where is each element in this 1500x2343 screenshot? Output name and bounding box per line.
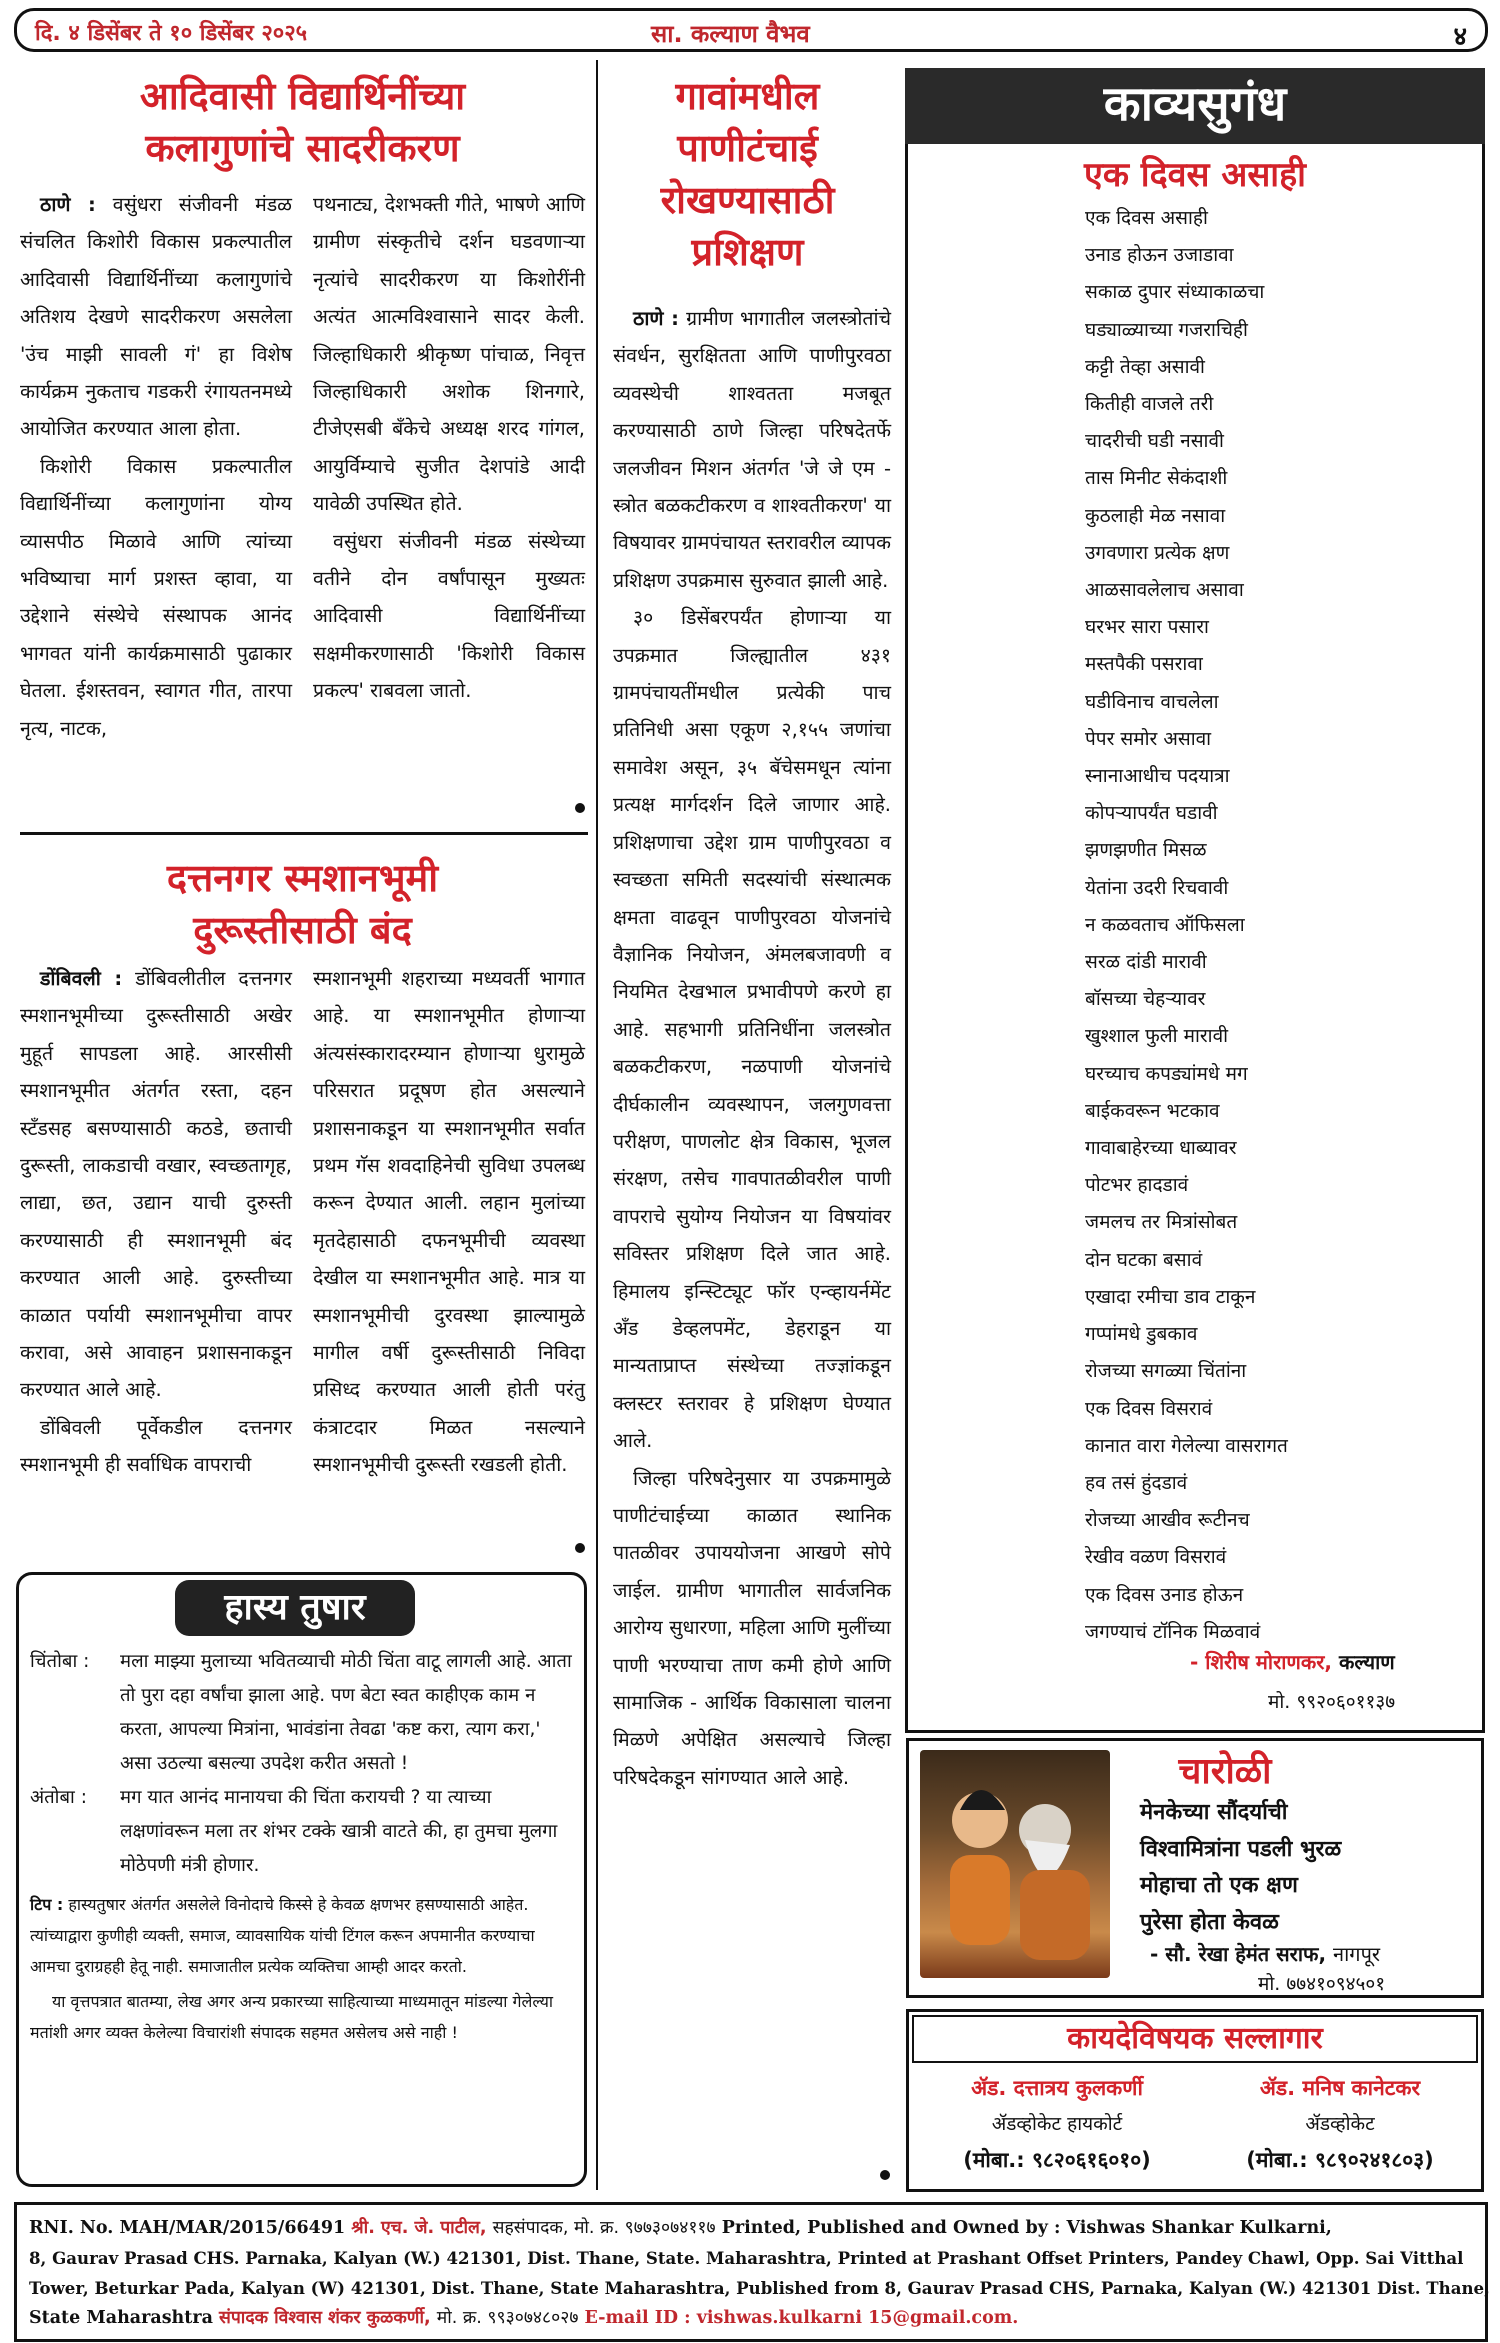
poem-line: चादरीची घडी नसावी: [1085, 430, 1224, 453]
poem-line: जगण्याचं टॉनिक मिळवावं: [1085, 1620, 1261, 1643]
humor-title: हास्य तुषार: [175, 1580, 415, 1636]
page-header: [14, 8, 1488, 52]
poem-line: गप्पांमधे डुबकाव: [1085, 1323, 1198, 1346]
poem-line: खुश्शाल फुली मारावी: [1085, 1025, 1229, 1048]
poem-line: सरळ दांडी मारावी: [1085, 951, 1207, 974]
humor-content: चिंतोबा : मला माझ्या मुलाच्या भवितव्याची मोठी चिंता वाटू लागली आहे. आता तो पुरा दहा वर्षांचा झाला आहे. पण बेटा स्वत काहीएक काम न करता, आपल्या मित्रांना, भावंडांना तेवढा 'कष्ट करा, त्याग करा,' असा उठल्या बसल्या उपदेश करीत असतो ! अंतोबा : मग यात आनंद मानायचा की चिंता करायची ? या त्याच्या लक्षणांवरून मला तर शंभर टक्के खात्री वाटते की, हा तुमचा मुलगा मोठेपणी मंत्री होणार. टिप : हास्यतुषार अंतर्गत असलेले विनोदाचे किस्से हे केवळ क्षणभर हसण्यासाठी आहेत. त्यांच्याद्वारा कुणीही व्यक्ती, समाज, व्यावसायिक यांची टिंगल करून अपमानीत करण्याचा आमचा दुराग्रहही हेतू नाही. समाजातील प्रत्येक व्यक्तिचा आम्ही आदर करतो. या वृत्तपत्रात बातम्या, लेख अगर अन्य प्रकारच्या साहित्याच्या माध्यमातून मांडल्या गेलेल्या मतांशी अगर व्यक्त केलेल्या विचारांशी संपादक सहमत असेलच असे नाही !: [30, 1645, 575, 2048]
dateline: ठाणे :: [40, 193, 96, 216]
poem-line: गावाबाहेरच्या धाब्यावर: [1085, 1137, 1237, 1160]
newspaper-name: सा. कल्याण वैभव: [651, 20, 810, 48]
poem-line: पोटभर हादडावं: [1085, 1174, 1189, 1197]
poem-line: सकाळ दुपार संध्याकाळचा: [1085, 281, 1265, 304]
end-dot: [575, 1543, 585, 1553]
poem-line: येतांना उदरी रिचवावी: [1085, 876, 1229, 899]
poem-line: एक दिवस विसरावं: [1085, 1397, 1213, 1420]
charoli-line: मोहाचा तो एक क्षण: [1140, 1873, 1298, 1898]
advocate-2: ॲड. मनिष कानेटकर ॲडव्होकेट (मोबा.: ९८९०२४१८०३): [1246, 2076, 1434, 2172]
charoli-line: मेनकेच्या सौंदर्याची: [1140, 1800, 1288, 1825]
poem-line: एक दिवस उनाड होऊन: [1085, 1583, 1244, 1606]
end-dot: [575, 803, 585, 813]
poem-line: घड्याळ्याच्या गजराचिही: [1085, 318, 1248, 341]
speaker: अंतोबा :: [30, 1787, 87, 1808]
poem-line: पेपर समोर असावा: [1085, 727, 1212, 750]
poem-line: बॉसच्या चेहऱ्यावर: [1085, 988, 1206, 1011]
imprint-footer: RNI. No. MAH/MAR/2015/66491 श्री. एच. जे. पाटील, सहसंपादक, मो. क्र. ९७७३०७४११७ Printed, Published and Owned by : Vishwas Shankar Kulkarni, 8, Gaurav Prasad CHS. Parnaka, Kalyan (W.) 421301, Dist. Thane, State. Maharashtra, Printed at Prashant Offset Printers, Pandey Chawl, Opp. Sai Vitthal Tower, Beturkar Pada, Kalyan (W) 421301, Dist. Thane, State Maharashtra, Published from 8, Gaurav Prasad CHS, Parnaka, Kalyan (W.) 421301 Dist. Thane, State Maharashtra संपादक विश्वास शंकर कुळकर्णी, मो. क्र. ९९३०७४८०२७ E-mail ID : vishwas.kulkarni 15@gmail.com.: [14, 2202, 1488, 2342]
poem-line: रेखीव वळण विसरावं: [1085, 1546, 1227, 1569]
poem-author: - शिरीष मोराणकर, कल्याण: [1190, 1650, 1395, 1674]
disclaimer: या वृत्तपत्रात बातम्या, लेख अगर अन्य प्रकारच्या साहित्याच्या माध्यमातून मांडल्या गेलेल्या मतांशी अगर व्यक्त केलेल्या विचारांशी संपादक सहमत असेलच असे नाही !: [30, 1992, 554, 2042]
speaker: चिंतोबा :: [30, 1651, 90, 1672]
poem-line: रोजच्या सगळ्या चिंतांना: [1085, 1360, 1247, 1383]
poem-line: न कळवताच ऑफिसला: [1085, 913, 1245, 936]
article1-col2: पथनाट्य, देशभक्ती गीते, भाषणे आणि ग्रामीण संस्कृतीचे दर्शन घडवणाऱ्या नृत्यांचे सादरीकरण या किशोरींनी अत्यंत आत्मविश्वासाने सादर केली. जिल्हाधिकारी श्रीकृष्ण पांचाळ, निवृत्त जिल्हाधिकारी अशोक शिनगारे, टीजेएसबी बँकेचे अध्यक्ष शरद गांगल, आयुर्विम्याचे सुजीत देशपांडे आदी यावेळी उपस्थित होते. वसुंधरा संजीवनी मंडळ संस्थेच्या वतीने दोन वर्षांपासून मुख्यतः आदिवासी विद्यार्थिनींच्या सक्षमीकरणासाठी 'किशोरी विकास प्रकल्प' राबवला जातो.: [313, 193, 585, 703]
column-divider: [596, 60, 598, 2190]
page-number: ४: [1453, 22, 1467, 52]
poem-line: एखादा रमीचा डाव टाकून: [1085, 1285, 1256, 1308]
divider: [20, 832, 588, 835]
legal-title: कायदेविषयक सल्लागार: [912, 2015, 1478, 2063]
charoli-lines: [1140, 1795, 1341, 1941]
poem-line: तास मिनीट सेकंदाशी: [1085, 467, 1228, 490]
poem-line: दोन घटका बसावं: [1085, 1248, 1203, 1271]
poem-line: स्नानाआधीच पदयात्रा: [1085, 765, 1230, 788]
poem-line: उगवणारा प्रत्येक क्षण: [1085, 541, 1230, 564]
tip-label: टिप :: [30, 1895, 64, 1914]
poem-title: एक दिवस असाही: [1084, 155, 1306, 195]
article1-col1: ठाणे : वसुंधरा संजीवनी मंडळ संचलित किशोरी विकास प्रकल्पातील आदिवासी विद्यार्थिनींच्या कलागुणांचे अतिशय देखणे सादरीकरण असलेला 'उंच माझी सावली गं' हा विशेष कार्यक्रम नुकताच गडकरी रंगायतनमध्ये आयोजित करण्यात आला होता. किशोरी विकास प्रकल्पातील विद्यार्थिनींच्या कलागुणांना योग्य व्यासपीठ मिळावे आणि त्यांच्या भविष्याचा मार्ग प्रशस्त व्हावा, या उद्देशाने संस्थेचे संस्थापक आनंद भागवत यांनी कार्यक्रमासाठी पुढाकार घेतला. ईशस्तवन, स्वागत गीत, तारपा नृत्य, नाटक,: [20, 193, 292, 740]
dateline: डोंबिवली :: [40, 967, 123, 990]
poem-line: कुठलाही मेळ नसावा: [1085, 504, 1226, 527]
poem-line: कट्टी तेव्हा असावी: [1085, 355, 1205, 378]
poem-line: घडीविनाच वाचलेला: [1085, 690, 1219, 713]
article1-title: आदिवासी विद्यार्थिनींच्या कलागुणांचे सादरीकरण: [139, 74, 466, 170]
poem-line: जमलच तर मित्रांसोबत: [1085, 1211, 1238, 1234]
poem-lines: [1085, 200, 1288, 1651]
poem-section-title: काव्यसुगंध: [905, 68, 1485, 144]
charoli-line: विश्वामित्रांना पडली भुरळ: [1140, 1836, 1342, 1862]
poem-line: आळसावलेलाच असावा: [1085, 579, 1244, 602]
charoli-author: - सौ. रेखा हेमंत सराफ, नागपूर: [1150, 1942, 1381, 1966]
poem-mobile: मो. ९९२०६०११३७: [1268, 1691, 1396, 1713]
article2-title: गावांमधील पाणीटंचाई रोखण्यासाठी प्रशिक्षण: [660, 74, 835, 274]
poem-line: एक दिवस असाही: [1085, 207, 1208, 229]
poem-line: कानात वारा गेलेल्या वासरागत: [1085, 1434, 1288, 1457]
poem-line: घरभर सारा पसारा: [1085, 616, 1209, 639]
article3-col1: डोंबिवली : डोंबिवलीतील दत्तनगर स्मशानभूमीच्या दुरूस्तीसाठी अखेर मुहूर्त सापडला आहे. आरसीसी स्मशानभूमीत अंतर्गत रस्ता, दहन स्टँडसह बसण्यासाठी कठडे, छताची दुरूस्ती, लाकडाची वखार, स्वच्छतागृह, लाद्या, छत, उद्यान याची दुरुस्ती करण्यासाठी ही स्मशानभूमी बंद करण्यात आली आहे. दुरुस्तीच्या काळात पर्यायी स्मशानभूमीचा वापर करावा, असे आवाहन प्रशासनाकडून करण्यात आले आहे. डोंबिवली पूर्वेकडील दत्तनगर स्मशानभूमी ही सर्वाधिक वापराची: [20, 967, 292, 1477]
poem-line: बाईकवरून भटकाव: [1085, 1099, 1220, 1122]
article3-title: दत्तनगर स्मशानभूमी दुरूस्तीसाठी बंद: [166, 856, 439, 952]
end-dot: [880, 2170, 890, 2180]
article2-body: ठाणे : ग्रामीण भागातील जलस्त्रोतांचे संवर्धन, सुरक्षितता आणि पाणीपुरवठा व्यवस्थेची शाश्वतता मजबूत करण्यासाठी ठाणे जिल्हा परिषदेतर्फे जलजीवन मिशन अंतर्गत 'जे जे एम - स्त्रोत बळकटीकरण व शाश्वतीकरण' या विषयावर ग्रामपंचायत स्तरावरील व्यापक प्रशिक्षण उपक्रमास सुरुवात झाली आहे. ३० डिसेंबरपर्यंत होणाऱ्या या उपक्रमात जिल्ह्यातील ४३१ ग्रामपंचायतींमधील प्रत्येकी पाच प्रतिनिधी असा एकूण २,१५५ जणांचा समावेश असून, ३५ बॅचेसमधून त्यांना प्रत्यक्ष मार्गदर्शन दिले जाणार आहे. प्रशिक्षणाचा उद्देश ग्राम पाणीपुरवठा व स्वच्छता समिती सदस्यांची संस्थात्मक क्षमता वाढवून पाणीपुरवठा योजनांचे वैज्ञानिक नियोजन, अंमलबजावणी व नियमित देखभाल प्रभावीपणे करणे हा आहे. सहभागी प्रतिनिधींना जलस्त्रोत बळकटीकरण, नळपाणी योजनांचे दीर्घकालीन व्यवस्थापन, जलगुणवत्ता परीक्षण, पाणलोट क्षेत्र विकास, भूजल संरक्षण, तसेच गावपातळीवरील पाणी वापराचे सुयोग्य नियोजन या विषयांवर सविस्तर प्रशिक्षण दिले जात आहे. हिमालय इन्स्टिट्यूट फॉर एन्व्हायर्नमेंट अँड डेव्हलपमेंट, डेहराडून या मान्यताप्राप्त संस्थेच्या तज्ज्ञांकडून क्लस्टर स्तरावर हे प्रशिक्षण घेण्यात आले. जिल्हा परिषदेनुसार या उपक्रमामुळे पाणीटंचाईच्या काळात स्थानिक पातळीवर उपाययोजना आखणे सोपे जाईल. ग्रामीण भागातील सार्वजनिक आरोग्य सुधारणा, महिला आणि मुलींच्या पाणी भरण्याचा ताण कमी होणे आणि सामाजिक - आर्थिक विकासाला चालना मिळणे अपेक्षित असल्याचे जिल्हा परिषदेकडून सांगण्यात आले आहे.: [613, 307, 891, 1789]
advocate-1: ॲड. दत्तात्रय कुलकर्णी ॲडव्होकेट हायकोर्ट (मोबा.: ९८२०६१६०१०): [963, 2076, 1151, 2172]
poem-line: रोजच्या आखीव रूटीनच: [1085, 1509, 1250, 1532]
poem-line: घरच्याच कपड्यांमधे मग: [1085, 1062, 1248, 1085]
sage-illustration: [920, 1750, 1110, 1978]
poem-line: हव तसं हुंदडावं: [1085, 1471, 1188, 1494]
charoli-line: पुरेसा होता केवळ: [1140, 1909, 1279, 1935]
dateline: ठाणे :: [633, 307, 679, 330]
poem-line: कितीही वाजले तरी: [1085, 393, 1214, 416]
poem-line: कोपऱ्यापर्यंत घडावी: [1085, 802, 1218, 825]
charoli-mobile: मो. ७७४१०९४५०१: [1258, 1973, 1386, 1995]
poem-line: झणझणीत मिसळ: [1085, 839, 1207, 862]
charoli-title: चारोळी: [1178, 1751, 1272, 1792]
poem-line: उनाड होऊन उजाडावा: [1085, 244, 1234, 267]
issue-date: दि. ४ डिसेंबर ते १० डिसेंबर २०२५: [35, 21, 308, 46]
article3-col2: स्मशानभूमी शहराच्या मध्यवर्ती भागात आहे. या स्मशानभूमीत होणाऱ्या अंत्यसंस्कारादरम्यान होणाऱ्या धुरामुळे परिसरात प्रदूषण होत असल्याने प्रशासनाकडून या स्मशानभूमीत सर्वात प्रथम गॅस शवदाहिनेची सुविधा उपलब्ध करून देण्यात आली. लहान मुलांच्या मृतदेहासाठी दफनभूमीची व्यवस्था देखील या स्मशानभूमीत आहे. मात्र या स्मशानभूमीची दुरवस्था झाल्यामुळे मागील वर्षी दुरूस्तीसाठी निविदा प्रसिध्द करण्यात आली होती परंतु कंत्राटदार मिळत नसल्याने स्मशानभूमीची दुरूस्ती रखडली होती.: [313, 967, 585, 1477]
poem-line: मस्तपैकी पसरावा: [1085, 653, 1203, 676]
